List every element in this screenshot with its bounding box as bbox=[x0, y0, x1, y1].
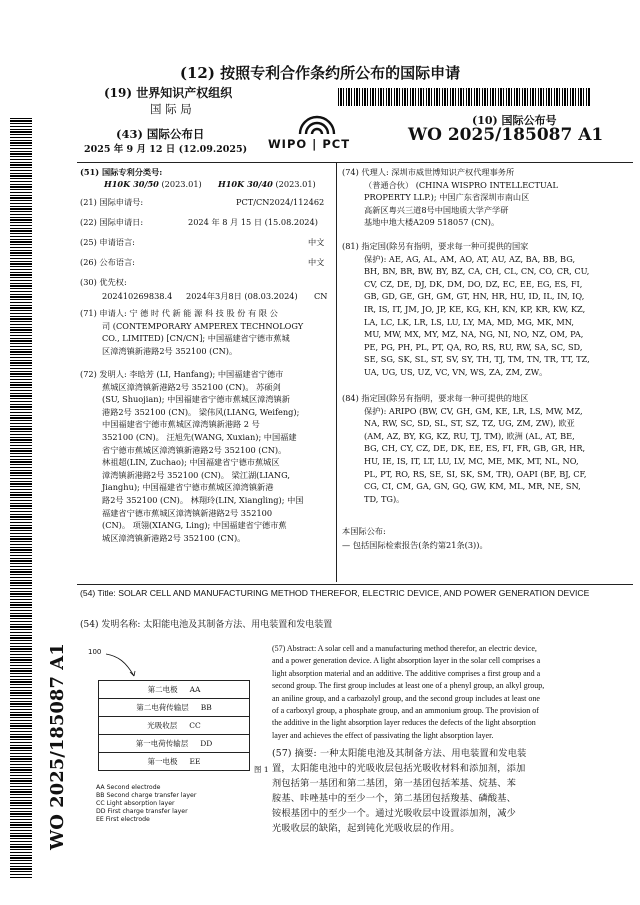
layer-first-charge-transfer: 第一电荷传输层 DD bbox=[98, 734, 250, 753]
pubdate-label: (43) 国际公布日 bbox=[116, 127, 205, 141]
f30-country: CN bbox=[314, 291, 328, 301]
f51-class-2: H10K 30/40 (2023.01) bbox=[218, 179, 316, 189]
f22-label: (22) 国际申请日: bbox=[80, 217, 144, 227]
rule-top bbox=[77, 162, 633, 163]
f51-class-1: H10K 30/50 (2023.01) bbox=[104, 179, 202, 189]
f71-applicant: (71) 申请人: 宁 德 时 代 新 能 源 科 技 股 份 有 限 公 司 (CONTEMPORARY AMPEREX TECHNOLOGY CO., LIMITED) [CN/CN]; 中国福建省宁德市蕉城 区漳湾镇新港路2号 352100 (CN)。 bbox=[80, 308, 304, 356]
f25-value: 中文 bbox=[308, 237, 325, 247]
f25-label: (25) 申请语言: bbox=[80, 237, 135, 247]
side-pub-number: WO 2025/185087 A1 bbox=[47, 643, 68, 850]
f26-label: (26) 公布语言: bbox=[80, 257, 135, 267]
f51-label: (51) 国际专利分类号: bbox=[80, 167, 163, 177]
barcode-top bbox=[338, 88, 590, 106]
document-title: (12) 按照专利合作条约所公布的国际申请 bbox=[179, 64, 461, 82]
wipo-pct-text: WIPO | PCT bbox=[268, 137, 351, 151]
pubdate-value: 2025 年 9 月 12 日 (12.09.2025) bbox=[84, 144, 248, 155]
publication-label: 本国际公布: bbox=[342, 526, 386, 536]
title-chinese: (54) 发明名称: 太阳能电池及其制备方法、用电装置和发电装置 bbox=[80, 620, 333, 630]
org-sub: 国 际 局 bbox=[150, 102, 192, 116]
f30-date: 2024年3月8日 (08.03.2024) bbox=[186, 291, 298, 301]
f74-agent: (74) 代理人: 深圳市威世博知识产权代理事务所 （普通合伙） (CHINA WISPRO INTELLECTUAL PROPERTY LLP.); 中国广东省深圳市南山区 高新区粤兴三道8号中国地质大学产学研 基地中地大楼A209 518057 (CN)。 bbox=[342, 167, 558, 228]
layer-light-absorption: 光吸收层 CC bbox=[98, 716, 250, 735]
title-english: (54) Title: SOLAR CELL AND MANUFACTURING METHOD THEREFOR, ELECTRIC DEVICE, AND POWER GENERATION DEVICE bbox=[80, 588, 590, 598]
pubno-label: (10) 国际公布号 bbox=[472, 114, 557, 127]
column-divider bbox=[336, 162, 337, 582]
abstract-chinese: (57) 摘要: 一种太阳能电池及其制备方法、用电装置和发电装 置，太阳能电池中的光吸收层包括光吸收材料和添加剂，添加 剂包括第一基团和第二基团，第一基团包括苯基、烷基、苯 胺基、咔唑基中的至少一个，第二基团包括羧基、磷酸基、 铵根基团中的至少一个。通过光吸收层中设置添加剂，减少 光吸收层的缺陷，起到钝化光吸收层的作用。 bbox=[272, 748, 527, 834]
publication-item: — 包括国际检索报告(条约第21条(3))。 bbox=[342, 540, 488, 550]
f81-designated-states: (81) 指定国(除另有指明，要求每一种可提供的国家 保护): AE, AG, AL, AM, AO, AT, AU, AZ, BA, BB, BG, BH, BN, BR, BW, BY, BZ, CA, CH, CL, CN, CO, CR, CU, CV, CZ, DE, DJ, DK, DM, DO, DZ, EC, EE, EG, ES, FI, GB, GD, GE, GH, GM, GT, HN, HR, HU, ID, IL, IN, IQ, IR, IS, IT, JM, JO, JP, KE, KG, KH, KN, KP, KR, KW, KZ, LA, LC, LK, LR, LS, LU, LY, MA, MD, MG, MK, MN, MU, MW, MX, MY, MZ, NA, NG, NI, NO, NZ, OM, PA, PE, PG, PH, PL, PT, QA, RO, RS, RU, RW, SA, SC, SD, SE, SG, SK, SL, ST, SV, SY, TH, TJ, TM, TN, TR, TT, TZ, UA, UG, US, UZ, VC, VN, WS, ZA, ZM, ZW。 bbox=[342, 241, 590, 377]
figure-label: 图 1 bbox=[254, 765, 269, 774]
f72-inventors: (72) 发明人: 李晗芳 (LI, Hanfang); 中国福建省宁德市 蕉城区漳湾镇新港路2号 352100 (CN)。 苏硕剑 (SU, Shuojian); 中国福建省宁德市蕉城区漳湾镇新 港路2号 352100 (CN)。 梁伟风(LIANG, Weifeng); 中国福建省宁德市蕉城区漳湾镇新港路 2 号 352100 (CN)。 汪旭先(WANG, Xuxian); 中国福建 省宁德市蕉城区漳湾镇新港路2号 352100 (CN)。 林祖超(LIN, Zuchao); 中国福建省宁德市蕉城区 漳湾镇新港路2号 352100 (CN)。 梁江湖(LIANG, Jianghu); 中国福建省宁德市蕉城区漳湾镇新港 路2号 352100 (CN)。 林翔玲(LIN, Xiangling); 中国 福建省宁德市蕉城区漳湾镇新港路2号 352100 (CN)。 项翎(XIANG, Ling); 中国福建省宁德市蕉 城区漳湾镇新港路2号 352100 (CN)。 bbox=[80, 369, 304, 543]
f22-value: 2024 年 8 月 15 日 (15.08.2024) bbox=[188, 217, 318, 227]
pubno-value: WO 2025/185087 A1 bbox=[408, 125, 604, 145]
barcode-side bbox=[10, 118, 32, 878]
f84-regional-states: (84) 指定国(除另有指明，要求每一种可提供的地区 保护): ARIPO (BW, CV, GH, GM, KE, LR, LS, MW, MZ, NA, RW, SC, SD, SL, ST, SZ, TZ, UG, ZM, ZW), 欧亚 (AM, AZ, BY, KG, KZ, RU, TJ, TM), 欧洲 (AL, AT, BE, BG, CH, CY, CZ, DE, DK, EE, ES, FI, FR, GB, GR, HR, HU, IE, IS, IT, LT, LU, LV, MC, ME, MK, MT, NL, NO, PL, PT, RO, RS, SE, SI, SK, SM, TR), OAPI (BF, BJ, CF, CG, CI, CM, GA, GN, GQ, GW, KM, ML, MR, NE, SN, TD, TG)。 bbox=[342, 393, 587, 504]
layer-second-electrode: 第二电极 AA bbox=[98, 680, 250, 699]
f30-number: 202410269838.4 bbox=[102, 291, 173, 301]
org-name: (19) 世界知识产权组织 bbox=[104, 86, 233, 100]
figure-ref-arrow-icon bbox=[104, 650, 144, 680]
rule-middle bbox=[77, 584, 633, 585]
figure-ref-number: 100 bbox=[88, 648, 102, 656]
f21-label: (21) 国际申请号: bbox=[80, 197, 144, 207]
layer-first-electrode: 第一电极 EE bbox=[98, 752, 250, 771]
f21-value: PCT/CN2024/112462 bbox=[236, 197, 325, 207]
layer-second-charge-transfer: 第二电荷传输层 BB bbox=[98, 698, 250, 717]
f30-label: (30) 优先权: bbox=[80, 277, 127, 287]
f26-value: 中文 bbox=[308, 257, 325, 267]
figure-legend: AA Second electrode BB Second charge transfer layer CC Light absorption layer DD First charge transfer layer EE First electrode bbox=[96, 784, 197, 823]
abstract-english: (57) Abstract: A solar cell and a manufacturing method therefor, an electric device, and a power generation device. A light absorption layer in the solar cell comprises a light absorption material and an additive. The additive comprises a first group and a second group. The first group includes at least one of a phenyl group, an alkyl group, an aniline group, and a carbazolyl group, and the second group includes at least one of a carboxyl group, a phosphate group, and an ammonium group. The provision of the additive in the light absorption layer reduces the defects of the light absorption layer and achieves the effect of passivating the light absorption layer. bbox=[272, 644, 545, 740]
